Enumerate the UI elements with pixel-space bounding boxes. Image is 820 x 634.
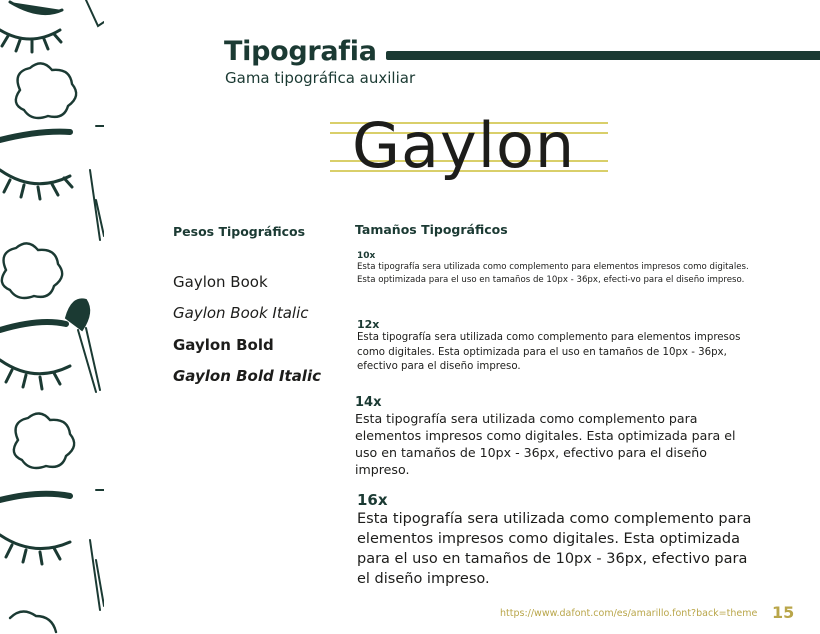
page-subtitle: Gama tipográfica auxiliar	[225, 69, 416, 87]
makeup-brush-icon	[90, 540, 104, 610]
cotton-pad-icon	[16, 63, 76, 118]
decorative-pattern-strip	[0, 0, 104, 634]
weights-heading: Pesos Tipográficos	[173, 224, 306, 239]
weight-bold-italic: Gaylon Bold Italic	[173, 367, 321, 385]
weight-book-italic: Gaylon Book Italic	[173, 304, 309, 322]
size-label: 12x	[357, 318, 380, 331]
cotton-pad-icon	[14, 413, 74, 468]
cotton-pad-icon	[10, 611, 56, 632]
weight-bold: Gaylon Bold	[173, 336, 274, 354]
size-sample-14	[355, 395, 755, 478]
sizes-heading: Tamaños Tipográficos	[355, 222, 508, 237]
weight-book: Gaylon Book	[173, 273, 268, 291]
size-text: Esta tipografía sera utilizada como complemento para elementos impresos como digitales. Esta optimizada para el uso en tamaños de 10px - 36px, efectivo para el diseño impreso.	[355, 411, 736, 477]
size-label: 14x	[355, 395, 382, 410]
eyelash-icon	[0, 322, 70, 389]
page-title: Tipografia	[224, 36, 377, 67]
size-text: Esta tipografía sera utilizada como complemento para elementos impresos como digitales. Esta optimizada para el uso en tamaños de 10px - 36px, efectivo para el diseño impreso.	[357, 511, 752, 587]
size-text: Esta tipografía sera utilizada como complemento para elementos impresos como digitales. Esta optimizada para el uso en tamaños de 10px - 36px, efectivo para el diseño impreso.	[357, 332, 741, 372]
cotton-pad-icon	[2, 243, 62, 298]
size-label: 10x	[357, 251, 376, 261]
source-link[interactable]: https://www.dafont.com/es/amarillo.font?back=theme	[500, 608, 758, 619]
eyelash-icon	[0, 132, 72, 199]
size-text: Esta tipografía sera utilizada como complemento para elementos impresos como digitales. Esta optimizada para el uso en tamaños de 10px - 36px, efecti-vo para el diseño impreso.	[357, 262, 749, 285]
specimen-word: Gaylon	[352, 109, 576, 182]
makeup-brush-icon	[66, 299, 100, 392]
page-number: 15	[772, 603, 795, 622]
size-sample-12	[357, 318, 757, 375]
eyelash-icon	[0, 494, 70, 564]
size-sample-16	[357, 491, 763, 589]
typeface-specimen	[330, 109, 608, 182]
size-label: 16x	[357, 491, 388, 509]
size-sample-10	[357, 251, 749, 286]
makeup-brush-icon	[90, 170, 104, 240]
beauty-pattern	[0, 0, 104, 634]
title-divider	[386, 51, 820, 60]
eyelash-icon	[0, 2, 62, 52]
